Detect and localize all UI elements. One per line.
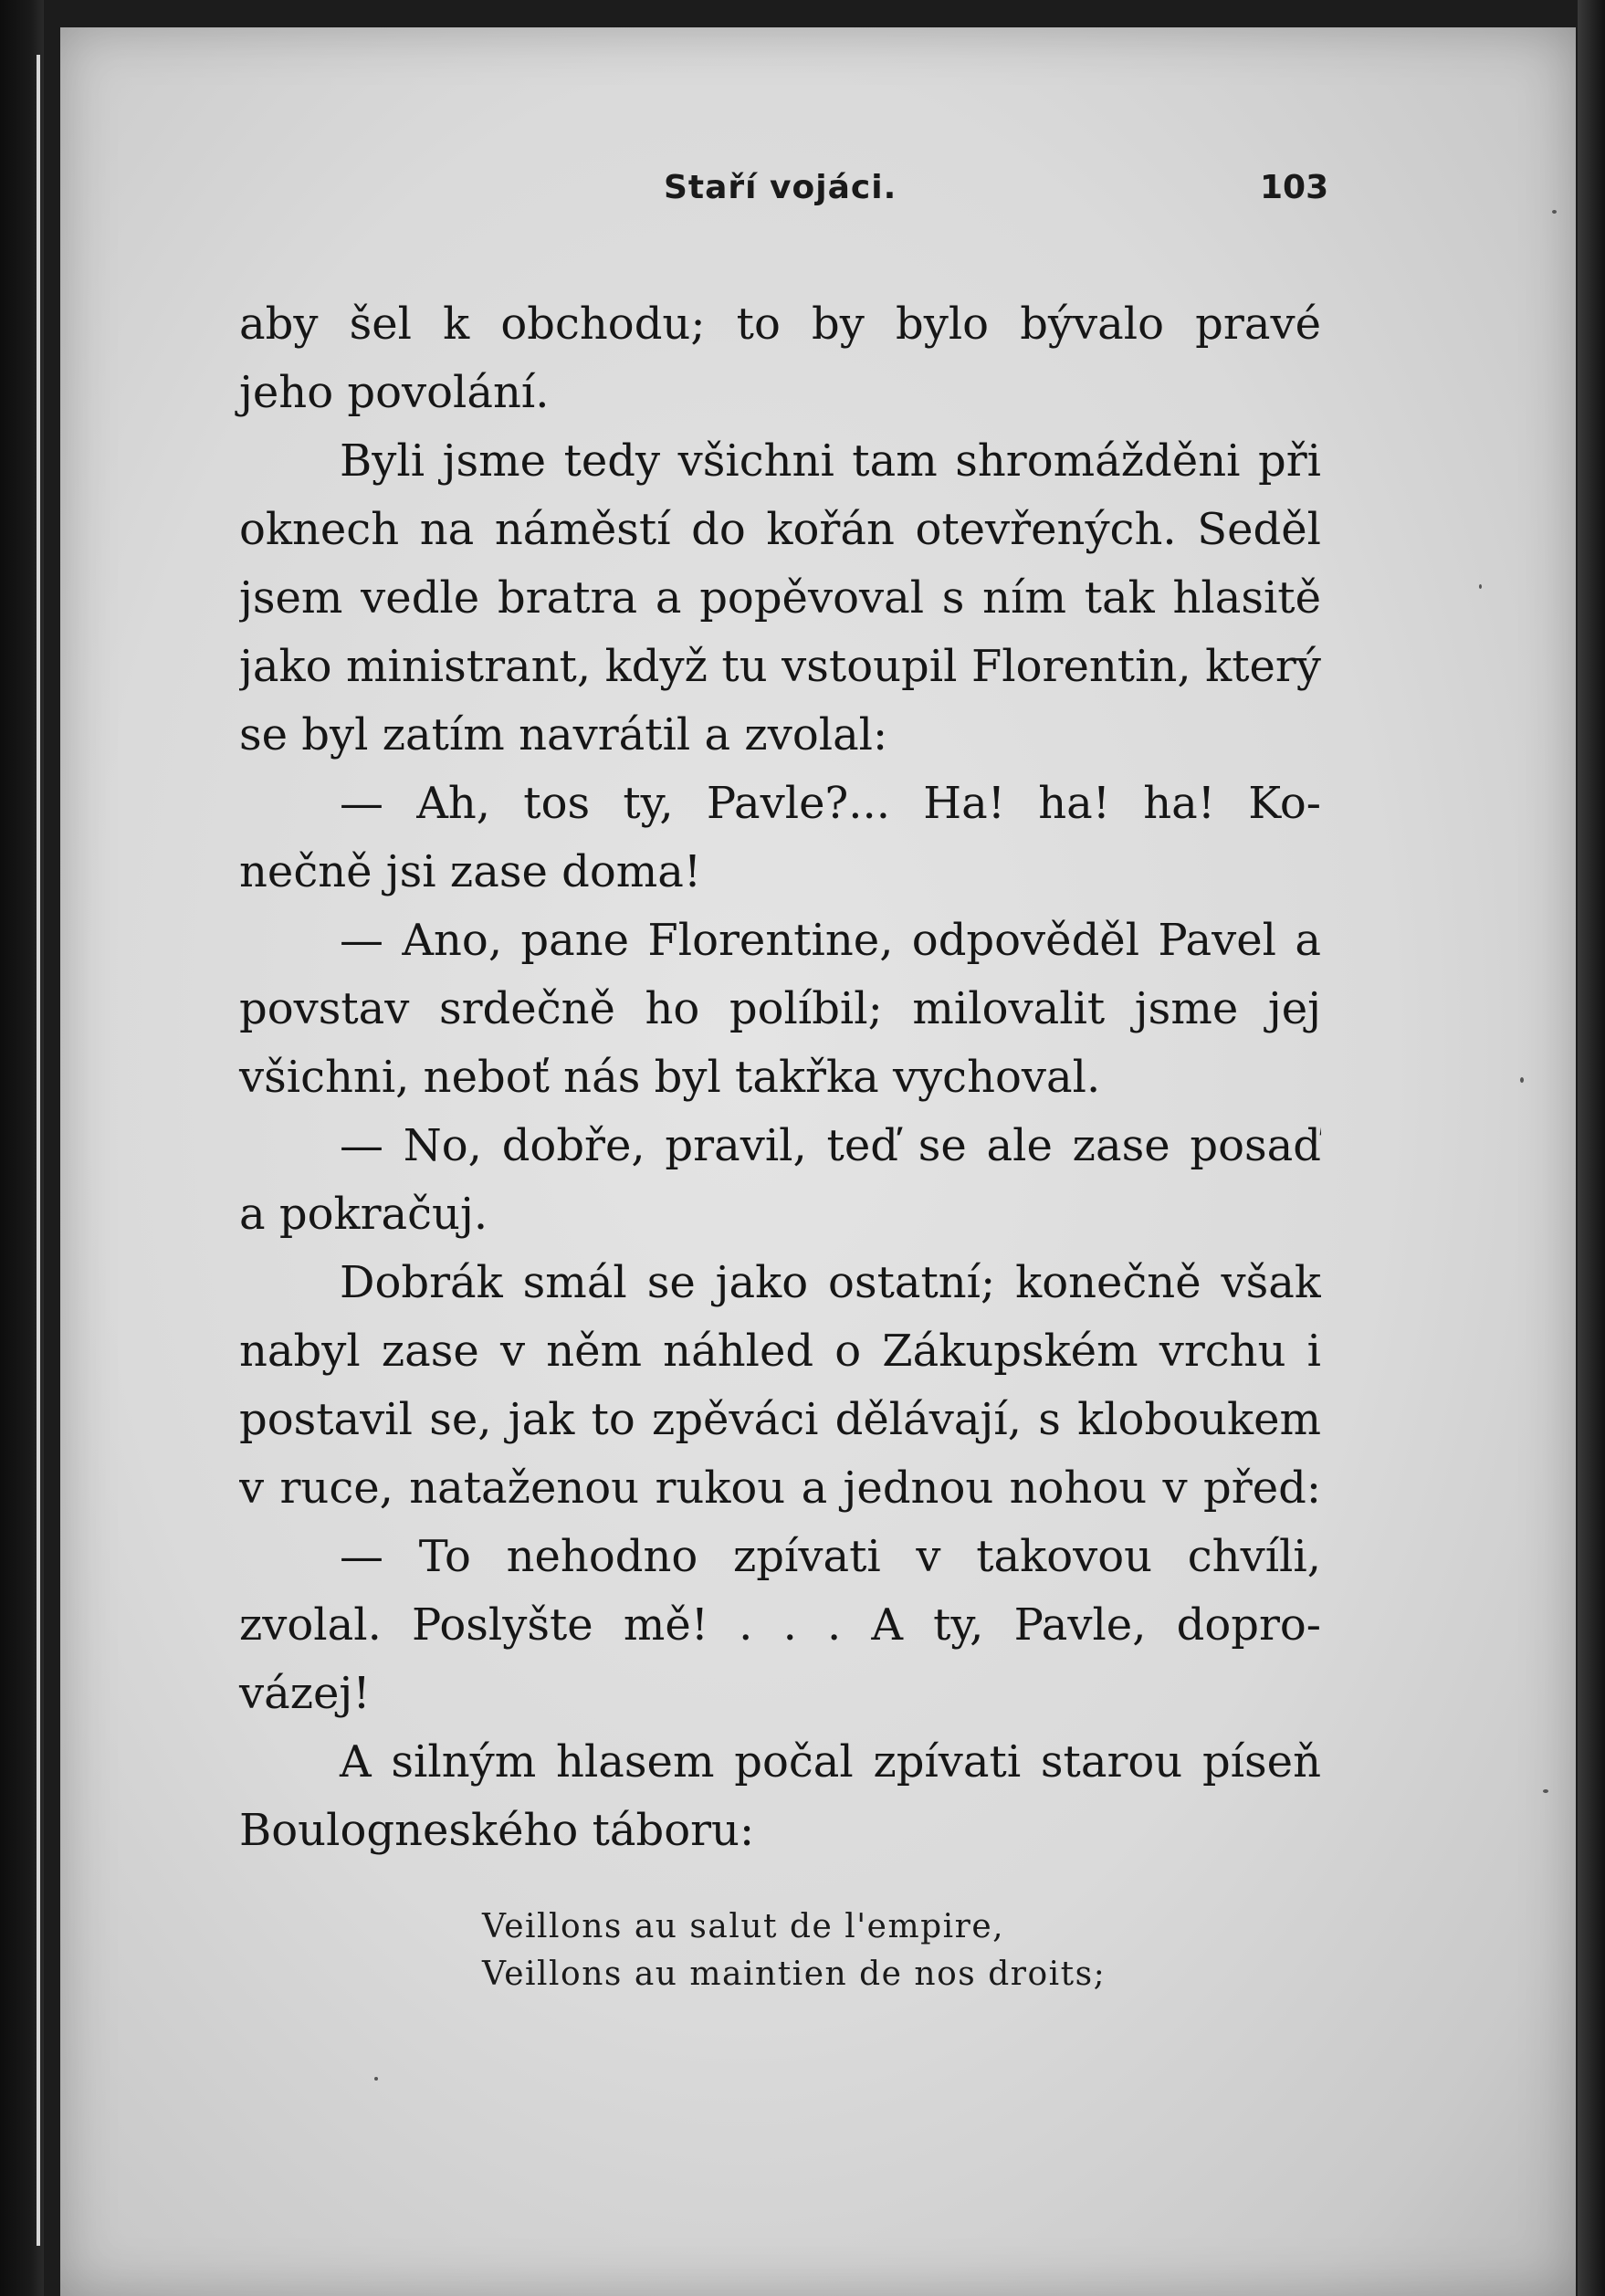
text-line: zvolal. Poslyšte mě! . . . A ty, Pavle, dopro- <box>239 1599 1321 1651</box>
text-line: se byl zatím navrátil a zvolal: <box>239 709 888 760</box>
text-line: nabyl zase v něm náhled o Zákupském vrchu i <box>239 1326 1321 1377</box>
text-line: — Ah, tos ty, Pavle?... Ha! ha! ha! Ko- <box>340 778 1321 829</box>
scan-speck <box>1543 1789 1548 1793</box>
text-line: jako ministrant, když tu vstoupil Florentin, který <box>239 641 1321 692</box>
text-line: v ruce, nataženou rukou a jednou nohou v před: <box>239 1463 1321 1514</box>
right-edge-shadow <box>1578 0 1605 2296</box>
text-line: jsem vedle bratra a popěvoval s ním tak hlasitě <box>239 572 1321 624</box>
text-line: nečně jsi zase doma! <box>239 846 702 897</box>
text-line: aby šel k obchodu; to by bylo bývalo pravé <box>239 299 1321 350</box>
page-number: 103 <box>1260 169 1329 206</box>
text-line: Byli jsme tedy všichni tam shromážděni při <box>340 435 1321 487</box>
song-verse <box>482 1903 1212 1998</box>
page-header <box>0 169 1605 224</box>
text-line: všichni, neboť nás byl takřka vychoval. <box>239 1052 1101 1103</box>
text-line: Boulogneského táboru: <box>239 1805 755 1856</box>
text-line: Dobrák smál se jako ostatní; konečně však <box>340 1257 1321 1308</box>
scan-speck <box>374 2077 378 2081</box>
text-line: — No, dobře, pravil, teď se ale zase posaď <box>340 1120 1321 1171</box>
body-text <box>239 290 1321 1865</box>
text-line: A silným hlasem počal zpívati starou píseň <box>340 1736 1321 1788</box>
running-title: Staří vojáci. <box>664 169 897 206</box>
verse-line: Veillons au maintien de nos droits; <box>482 1955 1107 1993</box>
text-line: vázej! <box>239 1668 371 1719</box>
scan-speck <box>1479 584 1482 589</box>
scan-speck <box>1520 1077 1524 1083</box>
text-line: a pokračuj. <box>239 1189 488 1240</box>
text-line: jeho povolání. <box>239 367 550 418</box>
text-line: oknech na náměstí do kořán otevřených. Seděl <box>239 504 1321 555</box>
text-line: — To nehodno zpívati v takovou chvíli, <box>340 1531 1321 1582</box>
verse-line: Veillons au salut de l'empire, <box>482 1908 1005 1945</box>
scan-speck <box>1552 210 1557 214</box>
text-line: postavil se, jak to zpěváci dělávají, s kloboukem <box>239 1394 1321 1445</box>
text-line: povstav srdečně ho políbil; milovalit jsme jej <box>239 983 1321 1034</box>
page-edge-highlight <box>37 55 40 2246</box>
text-line: — Ano, pane Florentine, odpověděl Pavel a <box>340 915 1321 966</box>
